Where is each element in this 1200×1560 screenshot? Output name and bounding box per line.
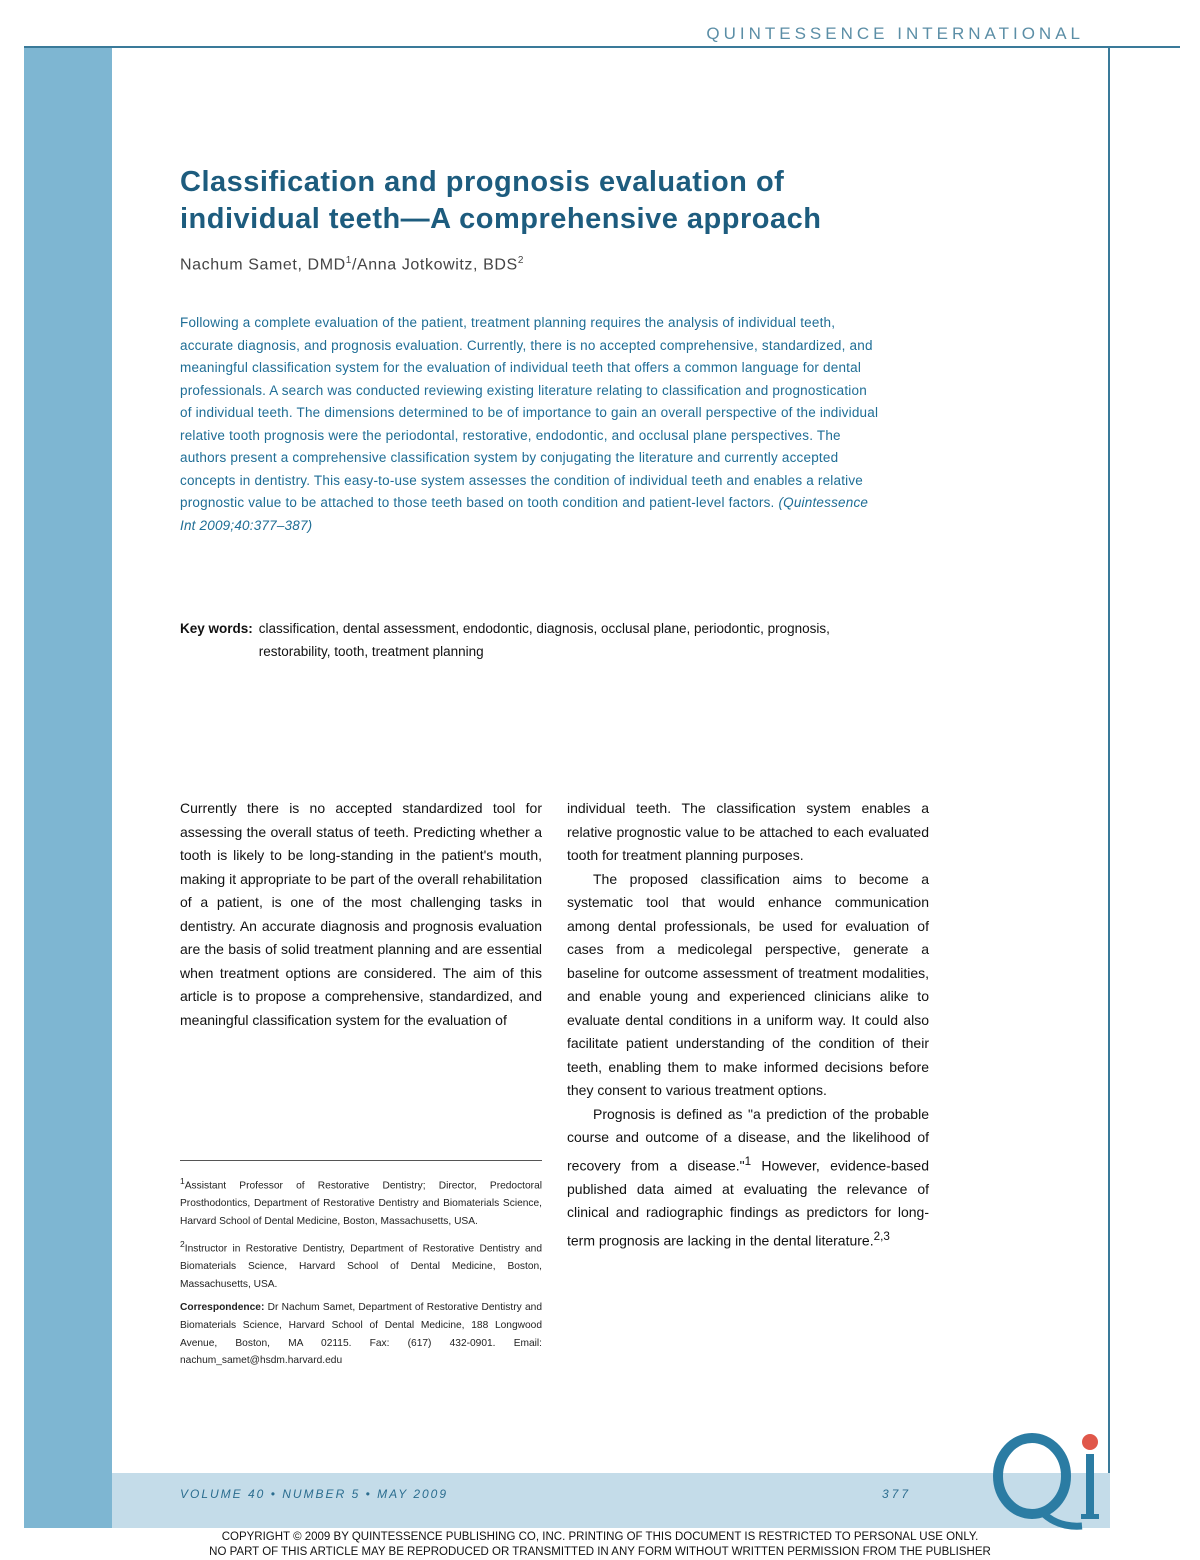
reference-marker: 1 [744, 1154, 752, 1168]
author-1-affiliation: 1 [345, 255, 352, 266]
keywords [180, 618, 860, 663]
article-title [180, 164, 1000, 238]
footnote-1-text: Assistant Professor of Restorative Dentistry; Director, Predoctoral Prosthodontics, Department of Restorative Dentistry and Biomaterials Science, Harvard School of Dental Medicine, Boston, Massachusetts, USA. [180, 1180, 542, 1227]
journal-name: QUINTESSENCE INTERNATIONAL [706, 24, 1084, 43]
logo-i-dot [1082, 1434, 1098, 1450]
correspondence-label: Correspondence: [180, 1302, 265, 1314]
qi-logo [990, 1424, 1110, 1534]
author-2-affiliation: 2 [517, 255, 524, 266]
author-separator: / [351, 256, 358, 274]
author-2: Anna Jotkowitz, BDS [357, 256, 518, 274]
logo-q-tail [1040, 1510, 1082, 1526]
side-band [24, 48, 112, 1528]
body-column-left [180, 797, 542, 1032]
abstract-text: Following a complete evaluation of the patient, treatment planning requires the analysis of individual teeth, accurate diagnosis, and prognosis evaluation. Currently, there is no accepted comprehensive, standardized, and meaningful classification system for the evaluation of individual teeth that offers a common language for dental professionals. A search was conducted reviewing existing literature relating to classification and prognostication of individual teeth. The dimensions determined to be of importance to gain an overall perspective of the individual relative tooth prognosis were the periodontal, restorative, endodontic, and occlusal plane perspectives. The authors present a comprehensive classification system by conjugating the literature and currently accepted concepts in dentistry. This easy-to-use system assesses the condition of individual teeth and enables a relative prognostic value to be attached to those teeth based on tooth condition and patient-level factors. [180, 315, 879, 510]
copyright-line-1: COPYRIGHT © 2009 BY QUINTESSENCE PUBLISHING CO, INC. PRINTING OF THIS DOCUMENT IS RESTRICTED TO PERSONAL USE ONLY. [221, 1531, 979, 1543]
top-rule [24, 46, 1180, 48]
abstract [180, 312, 880, 537]
footnote-2 [180, 1236, 542, 1293]
logo-q-bowl [998, 1438, 1066, 1514]
footnote-1 [180, 1173, 542, 1230]
footnote-rule [180, 1160, 542, 1161]
body-column-right [567, 797, 929, 1253]
correspondence [180, 1299, 542, 1369]
footnotes [180, 1173, 542, 1376]
correspondence-text: Dr Nachum Samet, Department of Restorative Dentistry and Biomaterials Science, Harvard School of Dental Medicine, 188 Longwood Avenue, Boston, MA 02115. Fax: (617) 432-0901. Email: nachum_samet@hsdm.harvard.edu [180, 1302, 542, 1367]
logo-i-base [1081, 1514, 1099, 1519]
body-paragraph: Currently there is no accepted standardized tool for assessing the overall status of teeth. Predicting whether a tooth is likely to be long-standing in the patient's mouth, making it appropriate to be part of the overall rehabilitation of a patient, is one of the most challenging tasks in dentistry. An accurate diagnosis and prognosis evaluation are the basis of solid treatment planning and are essential when treatment options are considered. The aim of this article is to propose a comprehensive, standardized, and meaningful classification system for the evaluation of [180, 800, 542, 1028]
author-1: Nachum Samet, DMD [180, 256, 346, 274]
logo-i-stem [1086, 1454, 1094, 1516]
body-paragraph: individual teeth. The classification system enables a relative prognostic value to be attached to each evaluated tooth for treatment planning purposes. [567, 800, 929, 863]
keywords-label: Key words: [180, 621, 253, 636]
page-number: 377 [882, 1487, 912, 1501]
abstract-citation: (Quintessence Int 2009;40:377–387) [180, 495, 869, 533]
prognosis-definition: Prognosis is defined as "a prediction of the probable course and outcome of a disease, and the likelihood of recovery from a disease." [567, 1105, 929, 1174]
right-rule [1108, 48, 1110, 1473]
reference-marker: 2,3 [873, 1229, 890, 1243]
body-paragraph-prognosis [567, 1103, 929, 1253]
keywords-text: classification, dental assessment, endodontic, diagnosis, occlusal plane, periodontic, prognosis, restorability, tooth, treatment planning [258, 621, 830, 659]
title-line-2: individual teeth—A comprehensive approach [180, 203, 822, 235]
footnote-2-marker: 2 [180, 1239, 185, 1250]
author-line [180, 255, 524, 274]
footnote-1-marker: 1 [180, 1176, 185, 1186]
copyright-notice [0, 1530, 1200, 1560]
issue-info: VOLUME 40 • NUMBER 5 • MAY 2009 [180, 1487, 449, 1501]
title-line-1: Classification and prognosis evaluation of [180, 166, 785, 198]
body-paragraph: The proposed classification aims to become a systematic tool that would enhance communication among dental professionals, be used for evaluation of cases from a medicolegal perspective, generate a baseline for outcome assessment of treatment modalities, and enable young and experienced clinicians alike to evaluate dental conditions in a uniform way. It could also facilitate patient understanding of the condition of their teeth, enabling them to make informed decisions before they consent to various treatment options. [567, 870, 929, 1098]
copyright-line-2: NO PART OF THIS ARTICLE MAY BE REPRODUCED OR TRANSMITTED IN ANY FORM WITHOUT WRITTEN PERMISSION FROM THE PUBLISHER [209, 1546, 991, 1558]
footnote-2-text: Instructor in Restorative Dentistry, Department of Restorative Dentistry and Biomaterials Science, Harvard School of Dental Medicine, Boston, Massachusetts, USA. [180, 1243, 542, 1290]
prognosis-continuation: However, evidence-based published data aimed at evaluating the relevance of clinical and radiographic findings as predictors for long-term prognosis are lacking in the dental literature. [567, 1157, 929, 1249]
